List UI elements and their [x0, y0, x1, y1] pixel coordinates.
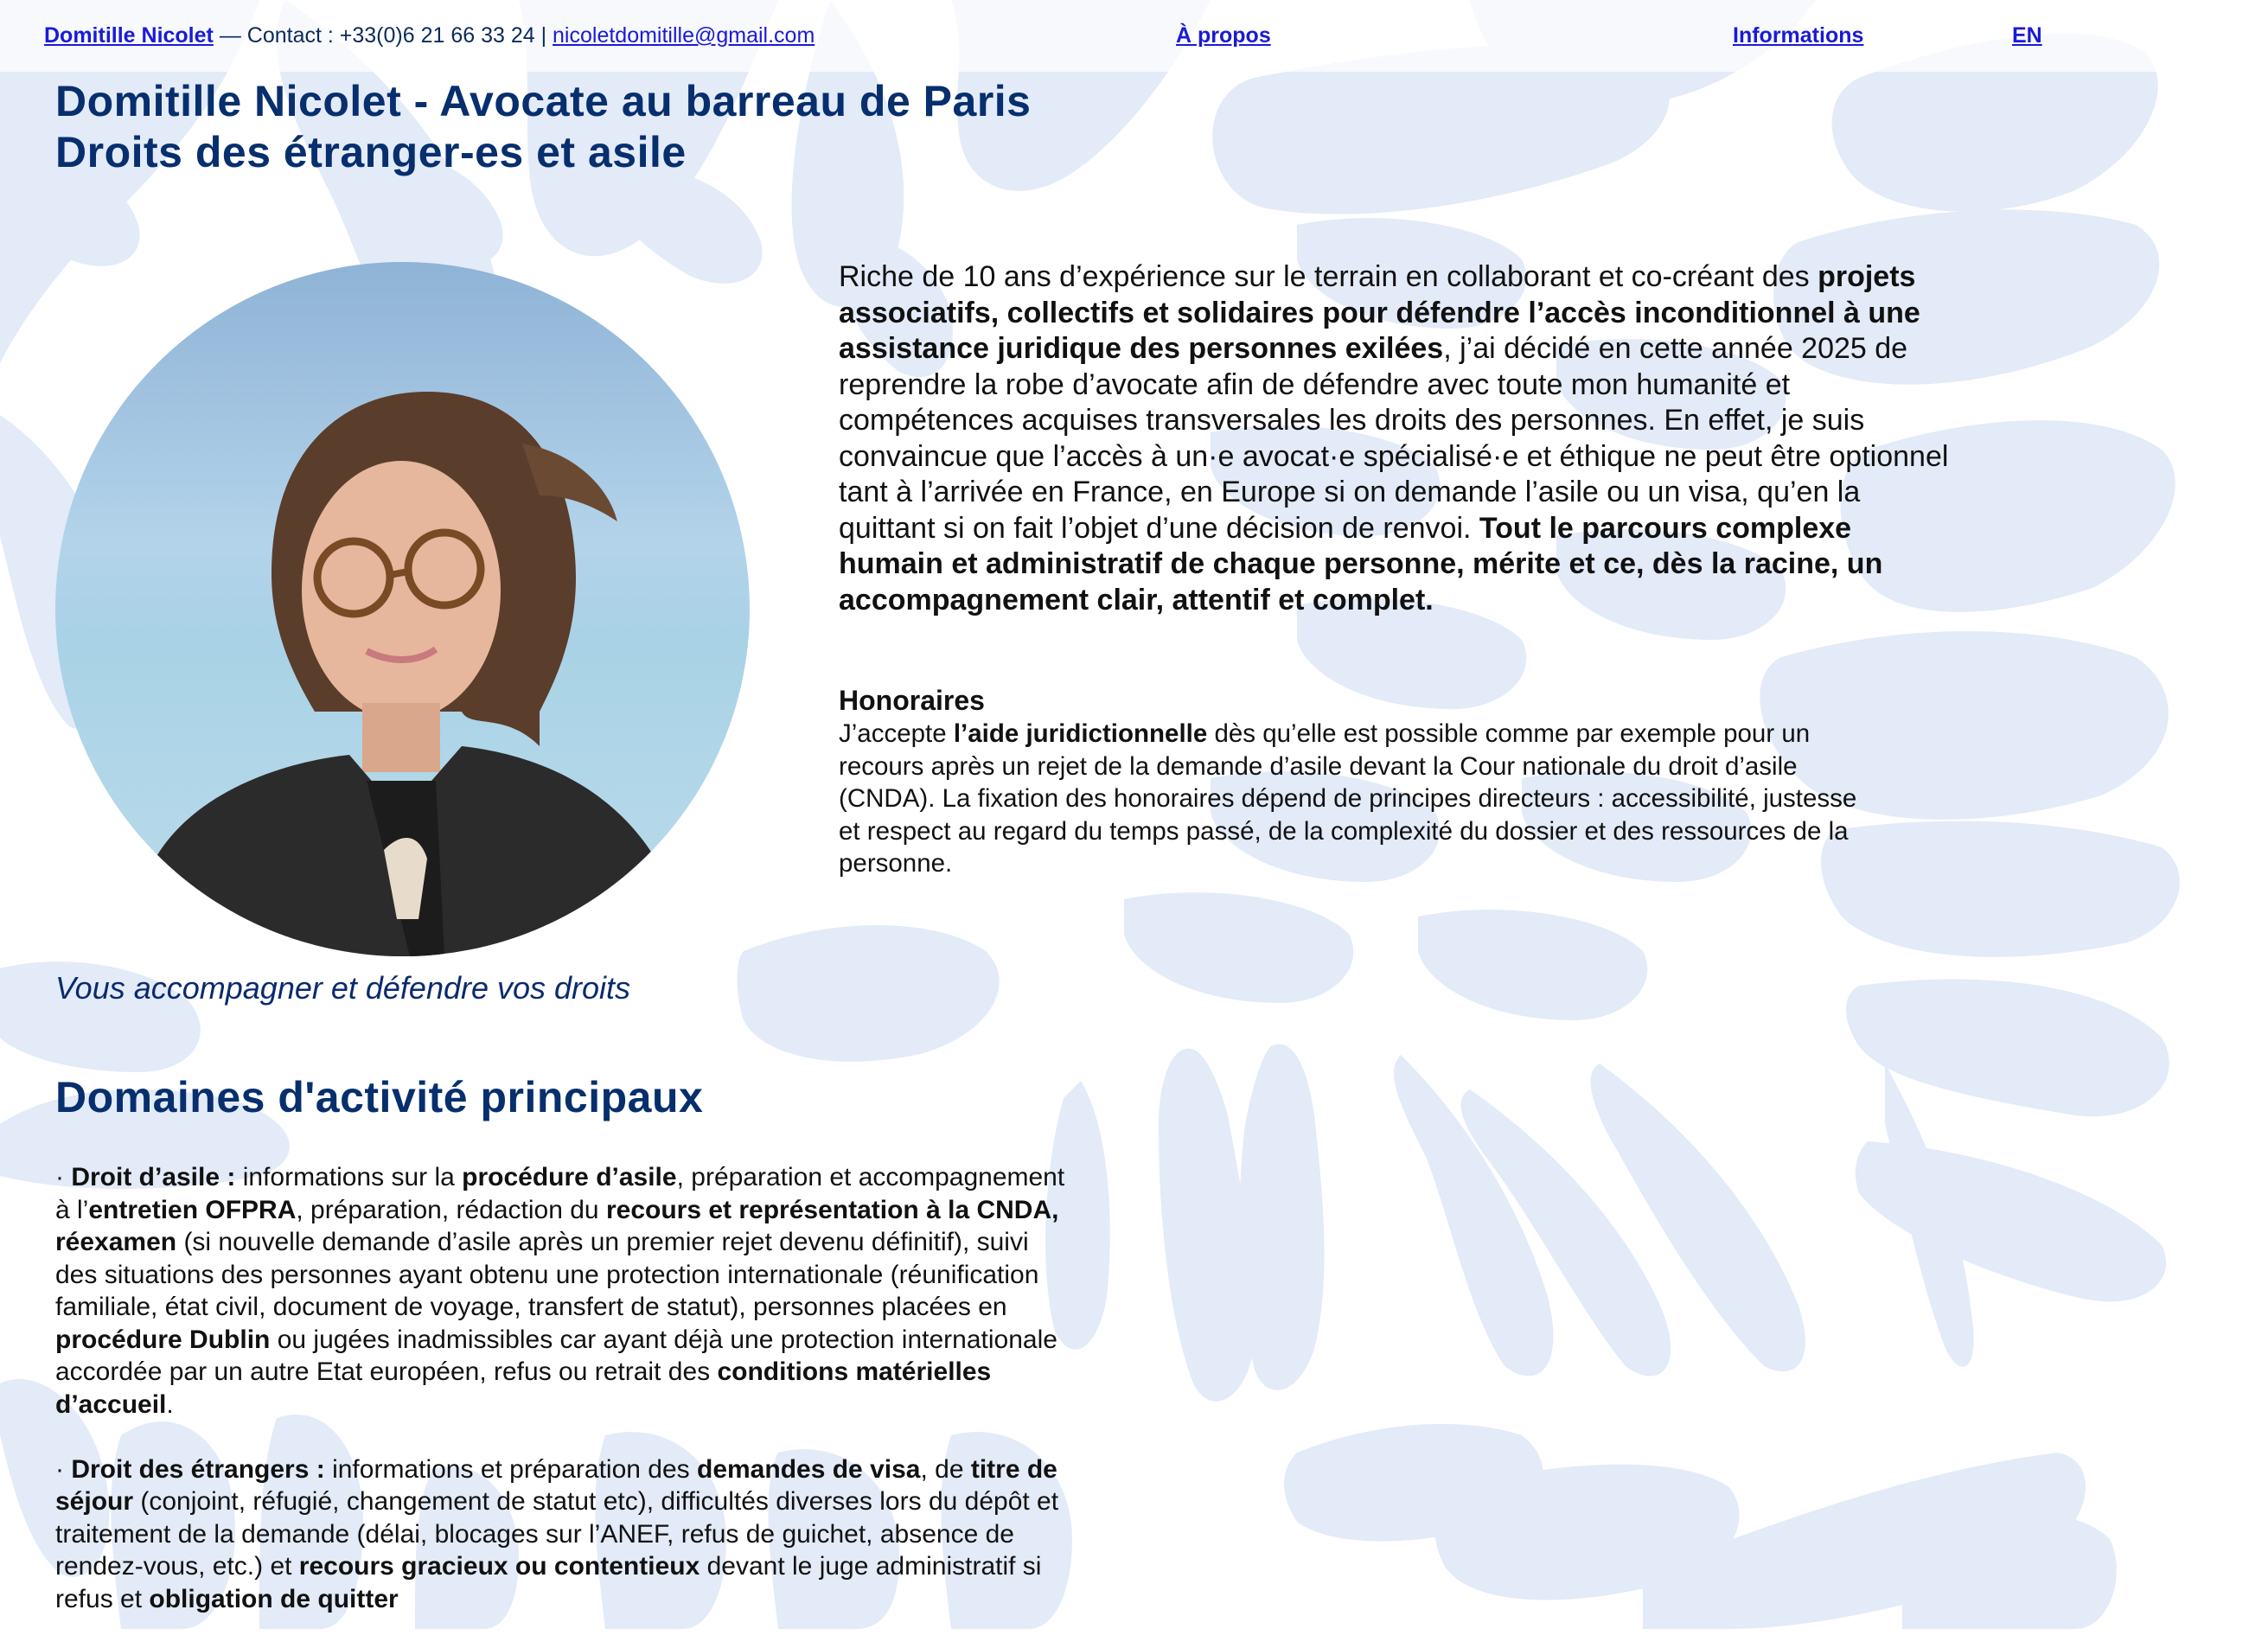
domain-bold: conditions matérielles d’accueil [55, 1357, 992, 1419]
domain-text: (conjoint, réfugié, changement de statut etc), difficultés diverses lors du dépôt et traitement de la demande (délai, blocages sur l’ANEF, refus de guichet, absence de rendez-vous, etc.) et [55, 1487, 1059, 1581]
domain-text: , préparation, rédaction du [296, 1195, 606, 1224]
domain-text: ou jugées inadmissibles car ayant déjà une protection internationale accordée par un autre Etat européen, refus ou retrait des [55, 1325, 1057, 1386]
nav-a-propos[interactable]: À propos [1176, 23, 1271, 48]
domain-text: informations et préparation des [324, 1454, 697, 1484]
intro-text-2: , j’ai décidé en cette année 2025 de reprendre la robe d’avocate afin de défendre avec toute mon humanité et compétences acquises transversales les droits des personnes. En effet, je suis convaincue que l’accès à un·e avocat·e spécialisé·e et éthique ne peut être optionnel tant à l’arrivée en France, en Europe si on demande l’asile ou un visa, qu’en la quittant si on fait l’objet d’une décision de renvoi. [839, 332, 1949, 545]
domain-label: Droit d’asile : [71, 1163, 236, 1191]
bullet-icon: · [55, 1163, 72, 1191]
domain-bold: entretien OFPRA [88, 1195, 297, 1224]
fees-bold-1: l’aide juridictionnelle [953, 719, 1208, 748]
domain-label: Droit des étrangers : [71, 1454, 325, 1484]
domain-item-asile [55, 1161, 1076, 1421]
intro-paragraph [839, 259, 1963, 618]
email-link[interactable]: nicoletdomitille@gmail.com [553, 23, 815, 48]
domain-bold: obligation de quitter [149, 1584, 399, 1613]
contact-phone-text: — Contact : +33(0)6 21 66 33 24 | [213, 23, 553, 48]
page-title-line-2: Droits des étranger-es et asile [55, 128, 687, 176]
fees-heading: Honoraires [839, 685, 985, 716]
home-name-link[interactable]: Domitille Nicolet [44, 23, 214, 48]
domain-item-etrangers [55, 1453, 1076, 1616]
intro-bold-2: Tout le parcours complexe humain et administratif de chaque personne, mérite et ce, dès la racine, un accompagnement clair, attentif et complet. [839, 511, 1883, 616]
domains-heading: Domaines d'activité principaux [55, 1073, 704, 1121]
portrait-photo [55, 262, 750, 956]
tagline: Vous accompagner et défendre vos droits [55, 970, 631, 1006]
page-title-line-1: Domitille Nicolet - Avocate au barreau de Paris [55, 77, 1032, 125]
portrait-illustration [55, 262, 750, 956]
domain-bold: procédure d’asile [462, 1163, 677, 1191]
domain-bold: recours gracieux ou contentieux [298, 1552, 700, 1581]
intro-bold-1: projets associatifs, collectifs et solidaires pour défendre l’accès inconditionnel à une assistance juridique des personnes exilées [839, 260, 1920, 365]
fees-text [839, 718, 1876, 880]
domain-bold: recours et représentation à la CNDA, réexamen [55, 1195, 1059, 1256]
fees-section [839, 683, 1876, 880]
fees-text-2: dès qu’elle est possible comme par exemple pour un recours après un rejet de la demande d’asile devant la Cour nationale du droit d’asile (CNDA). La fixation des honoraires dépend de principes directeurs : accessibilité, justesse et respect au regard du temps passé, de la complexité du dossier et des ressources de la personne. [839, 719, 1857, 878]
domain-text: . [166, 1389, 174, 1419]
domain-text: , de [920, 1454, 971, 1484]
domain-text: , préparation et accompagnement à l’ [55, 1163, 1065, 1224]
page-title [55, 76, 1031, 178]
contact-line [44, 0, 815, 72]
domain-bold: procédure Dublin [55, 1325, 271, 1354]
language-switch-en[interactable]: EN [2012, 23, 2042, 48]
domains-list [55, 1161, 1076, 1648]
domain-text: (si nouvelle demande d’asile après un premier rejet devenu définitif), suivi des situations des personnes ayant obtenu une protection internationale (réunification familiale, état civil, document de voyage, transfert de statut), personnes placées en [55, 1228, 1039, 1321]
fees-text-1: J’accepte [839, 719, 954, 748]
intro-text-1: Riche de 10 ans d’expérience sur le terrain en collaborant et co-créant des [839, 260, 1818, 293]
domain-bold: demandes de visa [697, 1454, 921, 1484]
nav-informations[interactable]: Informations [1733, 23, 1864, 48]
top-header [0, 0, 2268, 72]
domain-text: devant le juge administratif si refus et [55, 1552, 1042, 1613]
domain-text: informations sur la [235, 1163, 463, 1191]
domain-bold: titre de séjour [55, 1454, 1057, 1516]
bullet-icon: · [55, 1454, 72, 1484]
